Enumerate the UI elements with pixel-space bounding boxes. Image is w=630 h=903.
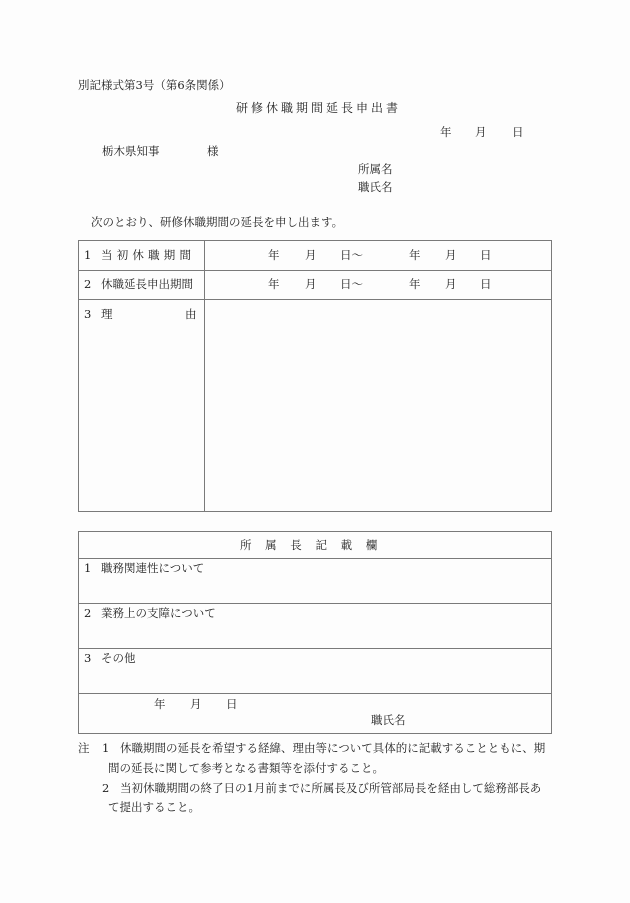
table2-border-left [78,531,79,734]
page-title: 研修休職期間延長申出書 [236,101,402,115]
item2-label: 業務上の支障について [101,606,216,620]
row3-label-left: 理 [101,307,113,321]
table2-date-month[interactable]: 月 [190,697,202,711]
item1-number: 1 [84,561,92,575]
business-impact-field[interactable] [80,623,550,647]
table1-row-divider [78,299,552,300]
table2-header: 所 属 長 記 載 欄 [240,538,383,552]
row2-number: 2 [84,277,92,291]
header-date-month: 月 [475,125,487,139]
row2-to-day[interactable]: 日 [480,277,492,291]
table2-row-divider [78,693,552,694]
row2-from-month[interactable]: 月 [305,277,317,291]
table2-row-divider [78,648,552,649]
addressee: 栃木県知事 [102,144,160,158]
table2-border-right [551,531,552,734]
header-date-year: 年 [440,125,452,139]
row3-number: 3 [84,307,92,321]
table1-border-bottom [78,511,552,512]
other-field[interactable] [80,668,550,692]
table2-row-divider [78,603,552,604]
note2-line2: て提出すること。 [108,800,200,814]
row3-label-right: 由 [185,307,197,321]
row1-label: 当初休職期間 [101,248,196,262]
item3-number: 3 [84,651,92,665]
table2-row-divider [78,558,552,559]
note1-line1: 休職期間の延長を希望する経緯、理由等について具体的に記載することともに、期 [120,741,546,755]
row1-from-day[interactable]: 日～ [340,248,363,262]
row1-to-year[interactable]: 年 [409,248,421,262]
item2-number: 2 [84,606,92,620]
affiliation-label: 所属名 [358,162,393,176]
header-date-day: 日 [512,125,524,139]
table1-border-top [78,240,552,241]
table1-border-right [551,240,552,512]
note2-number: 2 [102,781,110,795]
row2-to-month[interactable]: 月 [445,277,457,291]
row1-to-month[interactable]: 月 [445,248,457,262]
row1-from-month[interactable]: 月 [305,248,317,262]
honorific: 様 [207,144,219,158]
item3-label: その他 [101,651,136,665]
form-number: 別記様式第3号（第6条関係） [78,78,231,92]
row1-from-year[interactable]: 年 [268,248,280,262]
item1-label: 職務関連性について [101,561,205,575]
note1-line2: 間の延長に関して参考となる書類等を添付すること。 [108,761,384,775]
note2-line1: 当初休職期間の終了日の1月前までに所属長及び所管部局長を経由して総務部長あ [120,781,542,795]
row2-from-day[interactable]: 日～ [340,277,363,291]
notes-prefix: 注 [78,741,90,755]
table1-column-divider [204,240,205,512]
table2-border-bottom [78,733,552,734]
job-relevance-field[interactable] [80,578,550,602]
table2-date-day[interactable]: 日 [226,697,238,711]
row1-to-day[interactable]: 日 [480,248,492,262]
table1-row-divider [78,270,552,271]
row2-label: 休職延長申出期間 [101,277,193,291]
table2-date-year[interactable]: 年 [154,697,166,711]
row2-to-year[interactable]: 年 [409,277,421,291]
reason-field[interactable] [206,301,550,510]
note1-number: 1 [102,741,110,755]
table1-border-left [78,240,79,512]
table2-border-top [78,531,552,532]
table2-name-label: 職氏名 [371,713,406,727]
row1-number: 1 [84,248,92,262]
intro-text: 次のとおり、研修休職期間の延長を申し出ます。 [91,215,344,229]
row2-from-year[interactable]: 年 [268,277,280,291]
name-label: 職氏名 [358,180,393,194]
